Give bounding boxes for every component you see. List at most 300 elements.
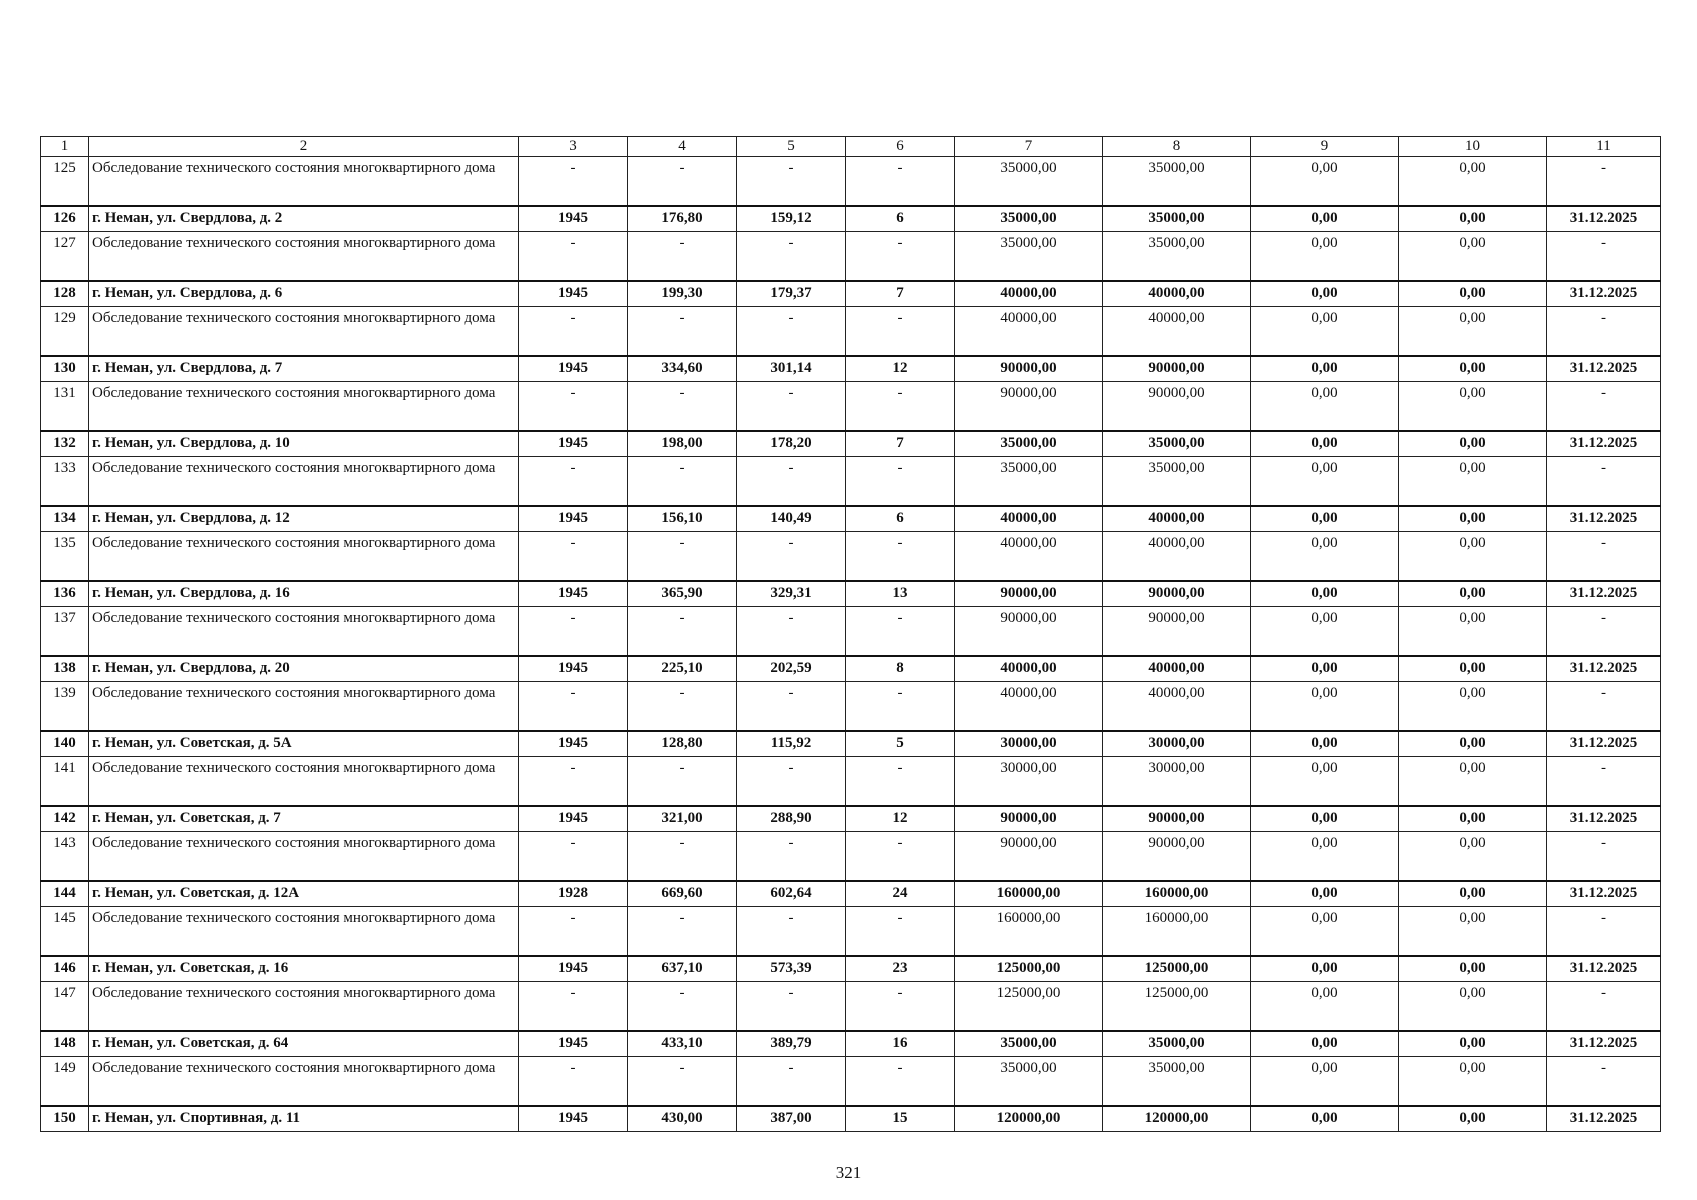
table-row-address — [41, 206, 1661, 232]
cost-regional-cell: 125000,00 — [1103, 956, 1251, 982]
living-area-cell: 389,79 — [737, 1031, 846, 1057]
row-name-cell: Обследование технического состояния многоквартирного дома — [89, 457, 519, 507]
cost-local-cell: 0,00 — [1251, 682, 1399, 732]
total-area-cell: - — [628, 982, 737, 1032]
cost-regional-cell: 35000,00 — [1103, 1031, 1251, 1057]
residents-cell: 13 — [846, 581, 955, 607]
table-row-service — [41, 457, 1661, 507]
total-area-cell: 198,00 — [628, 431, 737, 457]
cost-local-cell: 0,00 — [1251, 907, 1399, 957]
row-number-cell: 136 — [41, 581, 89, 607]
cost-local-cell: 0,00 — [1251, 382, 1399, 432]
cost-local-cell: 0,00 — [1251, 731, 1399, 757]
cost-total-cell: 30000,00 — [955, 757, 1103, 807]
completion-date-cell: - — [1547, 907, 1661, 957]
residents-cell: 12 — [846, 806, 955, 832]
column-number-row — [41, 137, 1661, 157]
row-number-cell: 150 — [41, 1106, 89, 1132]
row-name-cell: Обследование технического состояния многоквартирного дома — [89, 532, 519, 582]
column-number-10: 10 — [1399, 137, 1547, 157]
total-area-cell: - — [628, 832, 737, 882]
cost-owners-cell: 0,00 — [1399, 607, 1547, 657]
residents-cell: 12 — [846, 356, 955, 382]
column-number-11: 11 — [1547, 137, 1661, 157]
row-number-cell: 125 — [41, 157, 89, 207]
year-built-cell: 1945 — [519, 581, 628, 607]
cost-regional-cell: 90000,00 — [1103, 806, 1251, 832]
residents-cell: - — [846, 307, 955, 357]
row-number-cell: 146 — [41, 956, 89, 982]
living-area-cell: - — [737, 757, 846, 807]
table-row-address — [41, 431, 1661, 457]
cost-owners-cell: 0,00 — [1399, 731, 1547, 757]
completion-date-cell: 31.12.2025 — [1547, 356, 1661, 382]
living-area-cell: 301,14 — [737, 356, 846, 382]
completion-date-cell: - — [1547, 307, 1661, 357]
year-built-cell: 1945 — [519, 281, 628, 307]
total-area-cell: 430,00 — [628, 1106, 737, 1132]
cost-regional-cell: 35000,00 — [1103, 157, 1251, 207]
total-area-cell: 176,80 — [628, 206, 737, 232]
row-number-cell: 135 — [41, 532, 89, 582]
total-area-cell: - — [628, 232, 737, 282]
total-area-cell: - — [628, 682, 737, 732]
cost-total-cell: 40000,00 — [955, 532, 1103, 582]
living-area-cell: - — [737, 832, 846, 882]
residents-cell: 7 — [846, 431, 955, 457]
total-area-cell: - — [628, 907, 737, 957]
completion-date-cell: 31.12.2025 — [1547, 956, 1661, 982]
living-area-cell: 329,31 — [737, 581, 846, 607]
cost-regional-cell: 90000,00 — [1103, 382, 1251, 432]
cost-local-cell: 0,00 — [1251, 457, 1399, 507]
row-number-cell: 129 — [41, 307, 89, 357]
cost-total-cell: 40000,00 — [955, 506, 1103, 532]
cost-regional-cell: 90000,00 — [1103, 581, 1251, 607]
column-number-3: 3 — [519, 137, 628, 157]
works-table — [40, 136, 1661, 1132]
year-built-cell: 1945 — [519, 806, 628, 832]
completion-date-cell: 31.12.2025 — [1547, 431, 1661, 457]
total-area-cell: 365,90 — [628, 581, 737, 607]
cost-total-cell: 30000,00 — [955, 731, 1103, 757]
table-row-service — [41, 157, 1661, 207]
year-built-cell: - — [519, 457, 628, 507]
year-built-cell: - — [519, 1057, 628, 1107]
cost-local-cell: 0,00 — [1251, 157, 1399, 207]
row-name-cell: г. Неман, ул. Советская, д. 16 — [89, 956, 519, 982]
row-number-cell: 132 — [41, 431, 89, 457]
page-number: 321 — [835, 1163, 862, 1182]
cost-local-cell: 0,00 — [1251, 1031, 1399, 1057]
residents-cell: - — [846, 457, 955, 507]
living-area-cell: - — [737, 1057, 846, 1107]
cost-local-cell: 0,00 — [1251, 607, 1399, 657]
year-built-cell: - — [519, 382, 628, 432]
year-built-cell: - — [519, 307, 628, 357]
cost-local-cell: 0,00 — [1251, 656, 1399, 682]
cost-owners-cell: 0,00 — [1399, 506, 1547, 532]
row-name-cell: г. Неман, ул. Свердлова, д. 16 — [89, 581, 519, 607]
completion-date-cell: 31.12.2025 — [1547, 1031, 1661, 1057]
completion-date-cell: 31.12.2025 — [1547, 506, 1661, 532]
cost-owners-cell: 0,00 — [1399, 881, 1547, 907]
cost-total-cell: 120000,00 — [955, 1106, 1103, 1132]
year-built-cell: 1945 — [519, 206, 628, 232]
living-area-cell: - — [737, 682, 846, 732]
residents-cell: - — [846, 907, 955, 957]
total-area-cell: - — [628, 307, 737, 357]
living-area-cell: - — [737, 457, 846, 507]
total-area-cell: - — [628, 757, 737, 807]
row-name-cell: г. Неман, ул. Свердлова, д. 12 — [89, 506, 519, 532]
row-name-cell: Обследование технического состояния многоквартирного дома — [89, 832, 519, 882]
row-name-cell: Обследование технического состояния многоквартирного дома — [89, 607, 519, 657]
table-row-address — [41, 1031, 1661, 1057]
cost-total-cell: 35000,00 — [955, 232, 1103, 282]
cost-total-cell: 160000,00 — [955, 907, 1103, 957]
table-row-service — [41, 532, 1661, 582]
cost-owners-cell: 0,00 — [1399, 457, 1547, 507]
cost-local-cell: 0,00 — [1251, 431, 1399, 457]
cost-regional-cell: 160000,00 — [1103, 881, 1251, 907]
cost-owners-cell: 0,00 — [1399, 806, 1547, 832]
row-number-cell: 147 — [41, 982, 89, 1032]
residents-cell: - — [846, 607, 955, 657]
table-row-address — [41, 731, 1661, 757]
completion-date-cell: - — [1547, 832, 1661, 882]
row-number-cell: 134 — [41, 506, 89, 532]
row-number-cell: 128 — [41, 281, 89, 307]
cost-owners-cell: 0,00 — [1399, 206, 1547, 232]
row-number-cell: 131 — [41, 382, 89, 432]
completion-date-cell: 31.12.2025 — [1547, 656, 1661, 682]
cost-regional-cell: 30000,00 — [1103, 757, 1251, 807]
row-number-cell: 130 — [41, 356, 89, 382]
total-area-cell: - — [628, 157, 737, 207]
column-number-4: 4 — [628, 137, 737, 157]
table-body — [41, 137, 1661, 1132]
residents-cell: 7 — [846, 281, 955, 307]
year-built-cell: - — [519, 907, 628, 957]
row-name-cell: г. Неман, ул. Свердлова, д. 10 — [89, 431, 519, 457]
column-number-2: 2 — [89, 137, 519, 157]
year-built-cell: 1928 — [519, 881, 628, 907]
completion-date-cell: - — [1547, 982, 1661, 1032]
cost-total-cell: 160000,00 — [955, 881, 1103, 907]
cost-owners-cell: 0,00 — [1399, 307, 1547, 357]
year-built-cell: - — [519, 232, 628, 282]
year-built-cell: 1945 — [519, 431, 628, 457]
completion-date-cell: - — [1547, 382, 1661, 432]
row-name-cell: Обследование технического состояния многоквартирного дома — [89, 682, 519, 732]
row-number-cell: 144 — [41, 881, 89, 907]
completion-date-cell: - — [1547, 757, 1661, 807]
cost-total-cell: 40000,00 — [955, 281, 1103, 307]
cost-local-cell: 0,00 — [1251, 307, 1399, 357]
cost-owners-cell: 0,00 — [1399, 1057, 1547, 1107]
living-area-cell: - — [737, 982, 846, 1032]
table-row-address — [41, 281, 1661, 307]
living-area-cell: 140,49 — [737, 506, 846, 532]
row-name-cell: г. Неман, ул. Свердлова, д. 2 — [89, 206, 519, 232]
cost-total-cell: 90000,00 — [955, 607, 1103, 657]
table-row-address — [41, 956, 1661, 982]
table-row-service — [41, 382, 1661, 432]
year-built-cell: - — [519, 832, 628, 882]
cost-local-cell: 0,00 — [1251, 581, 1399, 607]
completion-date-cell: - — [1547, 532, 1661, 582]
cost-regional-cell: 125000,00 — [1103, 982, 1251, 1032]
residents-cell: 15 — [846, 1106, 955, 1132]
cost-regional-cell: 40000,00 — [1103, 682, 1251, 732]
cost-local-cell: 0,00 — [1251, 757, 1399, 807]
cost-total-cell: 90000,00 — [955, 832, 1103, 882]
cost-total-cell: 35000,00 — [955, 457, 1103, 507]
cost-total-cell: 40000,00 — [955, 656, 1103, 682]
completion-date-cell: 31.12.2025 — [1547, 581, 1661, 607]
table-row-address — [41, 881, 1661, 907]
row-name-cell: г. Неман, ул. Советская, д. 5А — [89, 731, 519, 757]
year-built-cell: - — [519, 157, 628, 207]
column-number-9: 9 — [1251, 137, 1399, 157]
cost-total-cell: 90000,00 — [955, 356, 1103, 382]
total-area-cell: - — [628, 457, 737, 507]
completion-date-cell: 31.12.2025 — [1547, 731, 1661, 757]
cost-total-cell: 125000,00 — [955, 956, 1103, 982]
total-area-cell: - — [628, 1057, 737, 1107]
residents-cell: - — [846, 157, 955, 207]
living-area-cell: - — [737, 307, 846, 357]
residents-cell: 8 — [846, 656, 955, 682]
living-area-cell: 602,64 — [737, 881, 846, 907]
cost-owners-cell: 0,00 — [1399, 757, 1547, 807]
completion-date-cell: - — [1547, 607, 1661, 657]
total-area-cell: 433,10 — [628, 1031, 737, 1057]
living-area-cell: 115,92 — [737, 731, 846, 757]
residents-cell: - — [846, 682, 955, 732]
living-area-cell: - — [737, 907, 846, 957]
residents-cell: - — [846, 1057, 955, 1107]
residents-cell: 24 — [846, 881, 955, 907]
row-name-cell: Обследование технического состояния многоквартирного дома — [89, 907, 519, 957]
cost-owners-cell: 0,00 — [1399, 382, 1547, 432]
row-name-cell: г. Неман, ул. Спортивная, д. 11 — [89, 1106, 519, 1132]
cost-owners-cell: 0,00 — [1399, 907, 1547, 957]
row-name-cell: г. Неман, ул. Свердлова, д. 6 — [89, 281, 519, 307]
row-number-cell: 127 — [41, 232, 89, 282]
total-area-cell: 199,30 — [628, 281, 737, 307]
completion-date-cell: - — [1547, 232, 1661, 282]
residents-cell: - — [846, 982, 955, 1032]
year-built-cell: 1945 — [519, 656, 628, 682]
cost-owners-cell: 0,00 — [1399, 1106, 1547, 1132]
table-row-address — [41, 1106, 1661, 1132]
completion-date-cell: - — [1547, 1057, 1661, 1107]
cost-local-cell: 0,00 — [1251, 832, 1399, 882]
residents-cell: - — [846, 832, 955, 882]
cost-regional-cell: 40000,00 — [1103, 532, 1251, 582]
residents-cell: - — [846, 532, 955, 582]
cost-total-cell: 35000,00 — [955, 1057, 1103, 1107]
row-name-cell: Обследование технического состояния многоквартирного дома — [89, 982, 519, 1032]
residents-cell: - — [846, 382, 955, 432]
cost-owners-cell: 0,00 — [1399, 431, 1547, 457]
total-area-cell: 321,00 — [628, 806, 737, 832]
cost-local-cell: 0,00 — [1251, 982, 1399, 1032]
cost-owners-cell: 0,00 — [1399, 1031, 1547, 1057]
living-area-cell: 573,39 — [737, 956, 846, 982]
cost-local-cell: 0,00 — [1251, 206, 1399, 232]
cost-local-cell: 0,00 — [1251, 1057, 1399, 1107]
table-row-service — [41, 232, 1661, 282]
cost-regional-cell: 40000,00 — [1103, 307, 1251, 357]
row-number-cell: 143 — [41, 832, 89, 882]
row-number-cell: 139 — [41, 682, 89, 732]
cost-regional-cell: 35000,00 — [1103, 206, 1251, 232]
row-name-cell: Обследование технического состояния многоквартирного дома — [89, 1057, 519, 1107]
table-row-address — [41, 506, 1661, 532]
cost-local-cell: 0,00 — [1251, 281, 1399, 307]
table-row-service — [41, 757, 1661, 807]
row-number-cell: 148 — [41, 1031, 89, 1057]
completion-date-cell: 31.12.2025 — [1547, 206, 1661, 232]
cost-owners-cell: 0,00 — [1399, 982, 1547, 1032]
cost-regional-cell: 90000,00 — [1103, 832, 1251, 882]
row-name-cell: Обследование технического состояния многоквартирного дома — [89, 157, 519, 207]
year-built-cell: 1945 — [519, 1106, 628, 1132]
living-area-cell: - — [737, 382, 846, 432]
living-area-cell: 179,37 — [737, 281, 846, 307]
cost-total-cell: 90000,00 — [955, 382, 1103, 432]
cost-local-cell: 0,00 — [1251, 232, 1399, 282]
living-area-cell: - — [737, 607, 846, 657]
table-row-service — [41, 982, 1661, 1032]
cost-regional-cell: 120000,00 — [1103, 1106, 1251, 1132]
table-row-address — [41, 656, 1661, 682]
cost-local-cell: 0,00 — [1251, 532, 1399, 582]
table-row-service — [41, 907, 1661, 957]
row-name-cell: Обследование технического состояния многоквартирного дома — [89, 232, 519, 282]
total-area-cell: 637,10 — [628, 956, 737, 982]
cost-regional-cell: 35000,00 — [1103, 232, 1251, 282]
table-row-address — [41, 356, 1661, 382]
cost-regional-cell: 35000,00 — [1103, 457, 1251, 507]
year-built-cell: 1945 — [519, 1031, 628, 1057]
cost-owners-cell: 0,00 — [1399, 682, 1547, 732]
table-row-service — [41, 307, 1661, 357]
total-area-cell: - — [628, 532, 737, 582]
row-number-cell: 141 — [41, 757, 89, 807]
column-number-1: 1 — [41, 137, 89, 157]
cost-local-cell: 0,00 — [1251, 956, 1399, 982]
table-row-service — [41, 1057, 1661, 1107]
column-number-7: 7 — [955, 137, 1103, 157]
row-name-cell: г. Неман, ул. Советская, д. 12А — [89, 881, 519, 907]
completion-date-cell: - — [1547, 157, 1661, 207]
table-row-address — [41, 581, 1661, 607]
total-area-cell: 156,10 — [628, 506, 737, 532]
cost-owners-cell: 0,00 — [1399, 157, 1547, 207]
residents-cell: - — [846, 757, 955, 807]
cost-total-cell: 35000,00 — [955, 206, 1103, 232]
residents-cell: 23 — [846, 956, 955, 982]
row-name-cell: г. Неман, ул. Советская, д. 64 — [89, 1031, 519, 1057]
residents-cell: 16 — [846, 1031, 955, 1057]
cost-regional-cell: 160000,00 — [1103, 907, 1251, 957]
year-built-cell: - — [519, 757, 628, 807]
cost-total-cell: 90000,00 — [955, 806, 1103, 832]
cost-local-cell: 0,00 — [1251, 881, 1399, 907]
column-number-8: 8 — [1103, 137, 1251, 157]
cost-local-cell: 0,00 — [1251, 806, 1399, 832]
cost-local-cell: 0,00 — [1251, 506, 1399, 532]
row-name-cell: Обследование технического состояния многоквартирного дома — [89, 382, 519, 432]
living-area-cell: - — [737, 532, 846, 582]
living-area-cell: 178,20 — [737, 431, 846, 457]
residents-cell: - — [846, 232, 955, 282]
residents-cell: 6 — [846, 506, 955, 532]
completion-date-cell: 31.12.2025 — [1547, 281, 1661, 307]
cost-owners-cell: 0,00 — [1399, 656, 1547, 682]
cost-total-cell: 125000,00 — [955, 982, 1103, 1032]
cost-total-cell: 40000,00 — [955, 307, 1103, 357]
completion-date-cell: 31.12.2025 — [1547, 806, 1661, 832]
total-area-cell: - — [628, 382, 737, 432]
cost-total-cell: 35000,00 — [955, 431, 1103, 457]
living-area-cell: 288,90 — [737, 806, 846, 832]
cost-total-cell: 35000,00 — [955, 157, 1103, 207]
total-area-cell: 334,60 — [628, 356, 737, 382]
completion-date-cell: 31.12.2025 — [1547, 881, 1661, 907]
cost-regional-cell: 40000,00 — [1103, 281, 1251, 307]
table-row-address — [41, 806, 1661, 832]
row-number-cell: 137 — [41, 607, 89, 657]
cost-regional-cell: 40000,00 — [1103, 656, 1251, 682]
year-built-cell: - — [519, 607, 628, 657]
cost-owners-cell: 0,00 — [1399, 232, 1547, 282]
year-built-cell: 1945 — [519, 506, 628, 532]
completion-date-cell: 31.12.2025 — [1547, 1106, 1661, 1132]
table-row-service — [41, 832, 1661, 882]
cost-regional-cell: 30000,00 — [1103, 731, 1251, 757]
living-area-cell: - — [737, 232, 846, 282]
year-built-cell: 1945 — [519, 731, 628, 757]
cost-owners-cell: 0,00 — [1399, 281, 1547, 307]
year-built-cell: 1945 — [519, 956, 628, 982]
cost-regional-cell: 90000,00 — [1103, 607, 1251, 657]
row-name-cell: г. Неман, ул. Свердлова, д. 20 — [89, 656, 519, 682]
cost-regional-cell: 35000,00 — [1103, 431, 1251, 457]
row-number-cell: 140 — [41, 731, 89, 757]
cost-regional-cell: 90000,00 — [1103, 356, 1251, 382]
year-built-cell: - — [519, 532, 628, 582]
cost-total-cell: 40000,00 — [955, 682, 1103, 732]
living-area-cell: 159,12 — [737, 206, 846, 232]
residents-cell: 5 — [846, 731, 955, 757]
completion-date-cell: - — [1547, 457, 1661, 507]
year-built-cell: - — [519, 982, 628, 1032]
cost-owners-cell: 0,00 — [1399, 532, 1547, 582]
cost-regional-cell: 35000,00 — [1103, 1057, 1251, 1107]
row-number-cell: 145 — [41, 907, 89, 957]
cost-total-cell: 90000,00 — [955, 581, 1103, 607]
completion-date-cell: - — [1547, 682, 1661, 732]
living-area-cell: 387,00 — [737, 1106, 846, 1132]
column-number-6: 6 — [846, 137, 955, 157]
row-name-cell: Обследование технического состояния многоквартирного дома — [89, 757, 519, 807]
residents-cell: 6 — [846, 206, 955, 232]
